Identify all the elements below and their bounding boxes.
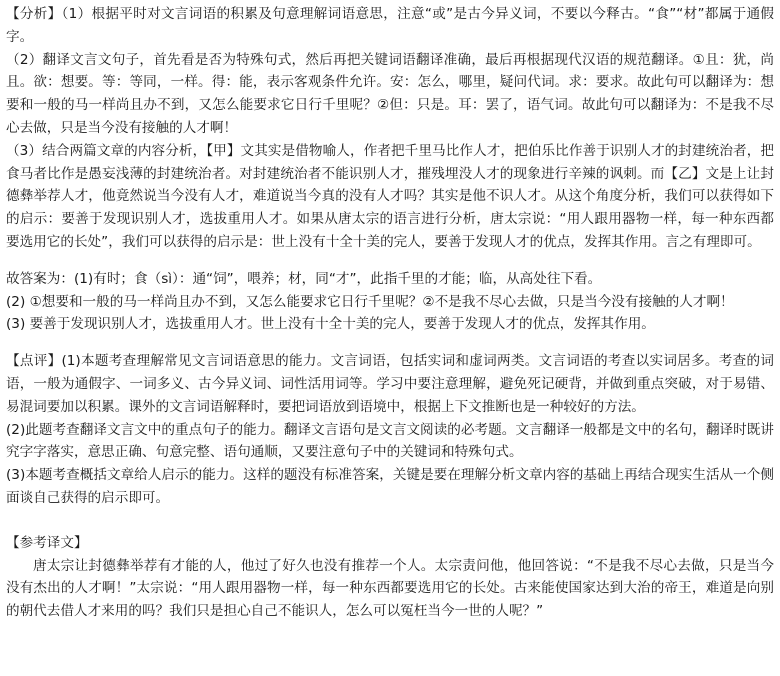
analysis-heading: 【分析】 — [6, 6, 62, 22]
comment-section — [6, 350, 774, 510]
comment-point-1: 【点评】(1)本题考查理解常见文言词语意思的能力。文言词语，包括实词和虚词两类。文言词语的考查以实词居多。考查的词语，一般为通假字、一词多义、古今异义词、词性活用词等。学习中要注意理解，避免死记硬背，并做到重点突破，对于易错、易混词要加以积累。课外的文言词语解释时，要把词语放到语境中，根据上下文推断也是一种较好的方法。 — [6, 353, 774, 415]
translation-body: 唐太宗让封德彝举荐有才能的人，他过了好久也没有推荐一个人。太宗责问他，他回答说：“不是我不尽心去做，只是当今没有杰出的人才啊！”太宗说：“用人跟用器物一样，每一种东西都要选用它的长处。古来能使国家达到大治的帝王，难道是向别的朝代去借人才来用的吗？我们只是担心自己不能识人，怎么可以冤枉当今一世的人呢？” — [6, 557, 774, 620]
answer-line-2: (2) ①想要和一般的马一样尚且办不到，又怎么能要求它日行千里呢？②不是我不尽心去做，只是当今没有接触的人才啊！ — [6, 293, 734, 310]
answer-line-3: (3) 要善于发现识别人才，选拔重用人才。世上没有十全十美的完人，要善于发现人才的优点，发挥其作用。 — [6, 316, 655, 333]
translation-section — [6, 532, 774, 623]
translation-heading: 【参考译文】 — [6, 534, 88, 551]
analysis-point-3: （3）结合两篇文章的内容分析，【甲】文其实是借物喻人，作者把千里马比作人才，把伯乐比作善于识别人才的封建统治者，把食马者比作是愚妄浅薄的封建统治者。对封建统治者不能识别人才，摧残埋没人才的现象进行辛辣的讽刺。而【乙】文是上让封德彝举荐人才，他竟然说当今没有人才，难道说当今真的没有人才吗？其实是他不识人才。从这个角度分析，我们可以获得如下的启示：要善于发现识别人才，选拔重用人才。如果从唐太宗的语言进行分析，唐太宗说：“用人跟用器物一样，每一种东西都要选用它的长处”，我们可以获得的启示是：世上没有十全十美的完人，要善于发现人才的优点，发挥其作用。言之有理即可。 — [6, 142, 774, 250]
analysis-point-1: （1）根据平时对文言词语的积累及句意理解词语意思，注意“或”是古今异义词，不要以今释古。“食”“材”都属于通假字。 — [6, 6, 774, 45]
answer-line-1: 故答案为：(1)有时；食（sì）：通“饲”，喂养；材，同“才”，此指千里的才能；临，从高处往下看。 — [6, 270, 602, 287]
answer-section — [6, 268, 774, 336]
analysis-point-2: （2）翻译文言文句子，首先看是否为特殊句式，然后再把关键词语翻译准确，最后再根据现代汉语的规范翻译。①且：犹，尚且。欲：想要。等：等同，一样。得：能，表示客观条件允许。安：怎么，哪里，疑问代词。求：要求。故此句可以翻译为：想要和一般的马一样尚且办不到，又怎么能要求它日行千里呢？②但：只是。耳：罢了，语气词。故此句可以翻译为：不是我不尽心去做，只是当今没有接触的人才啊！ — [6, 51, 774, 136]
analysis-section — [6, 3, 774, 254]
comment-point-3: (3)本题考查概括文章给人启示的能力。这样的题没有标准答案，关键是要在理解分析文章内容的基础上再结合现实生活从一个侧面谈自己获得的启示即可。 — [6, 467, 774, 506]
comment-point-2: (2)此题考查翻译文言文中的重点句子的能力。翻译文言语句是文言文阅读的必考题。文言翻译一般都是文中的名句，翻译时既讲究字字落实，意思正确、句意完整、语句通顺，又要注意句子中的关键词和特殊句式。 — [6, 421, 774, 461]
analysis-paragraph-1 — [6, 3, 774, 49]
